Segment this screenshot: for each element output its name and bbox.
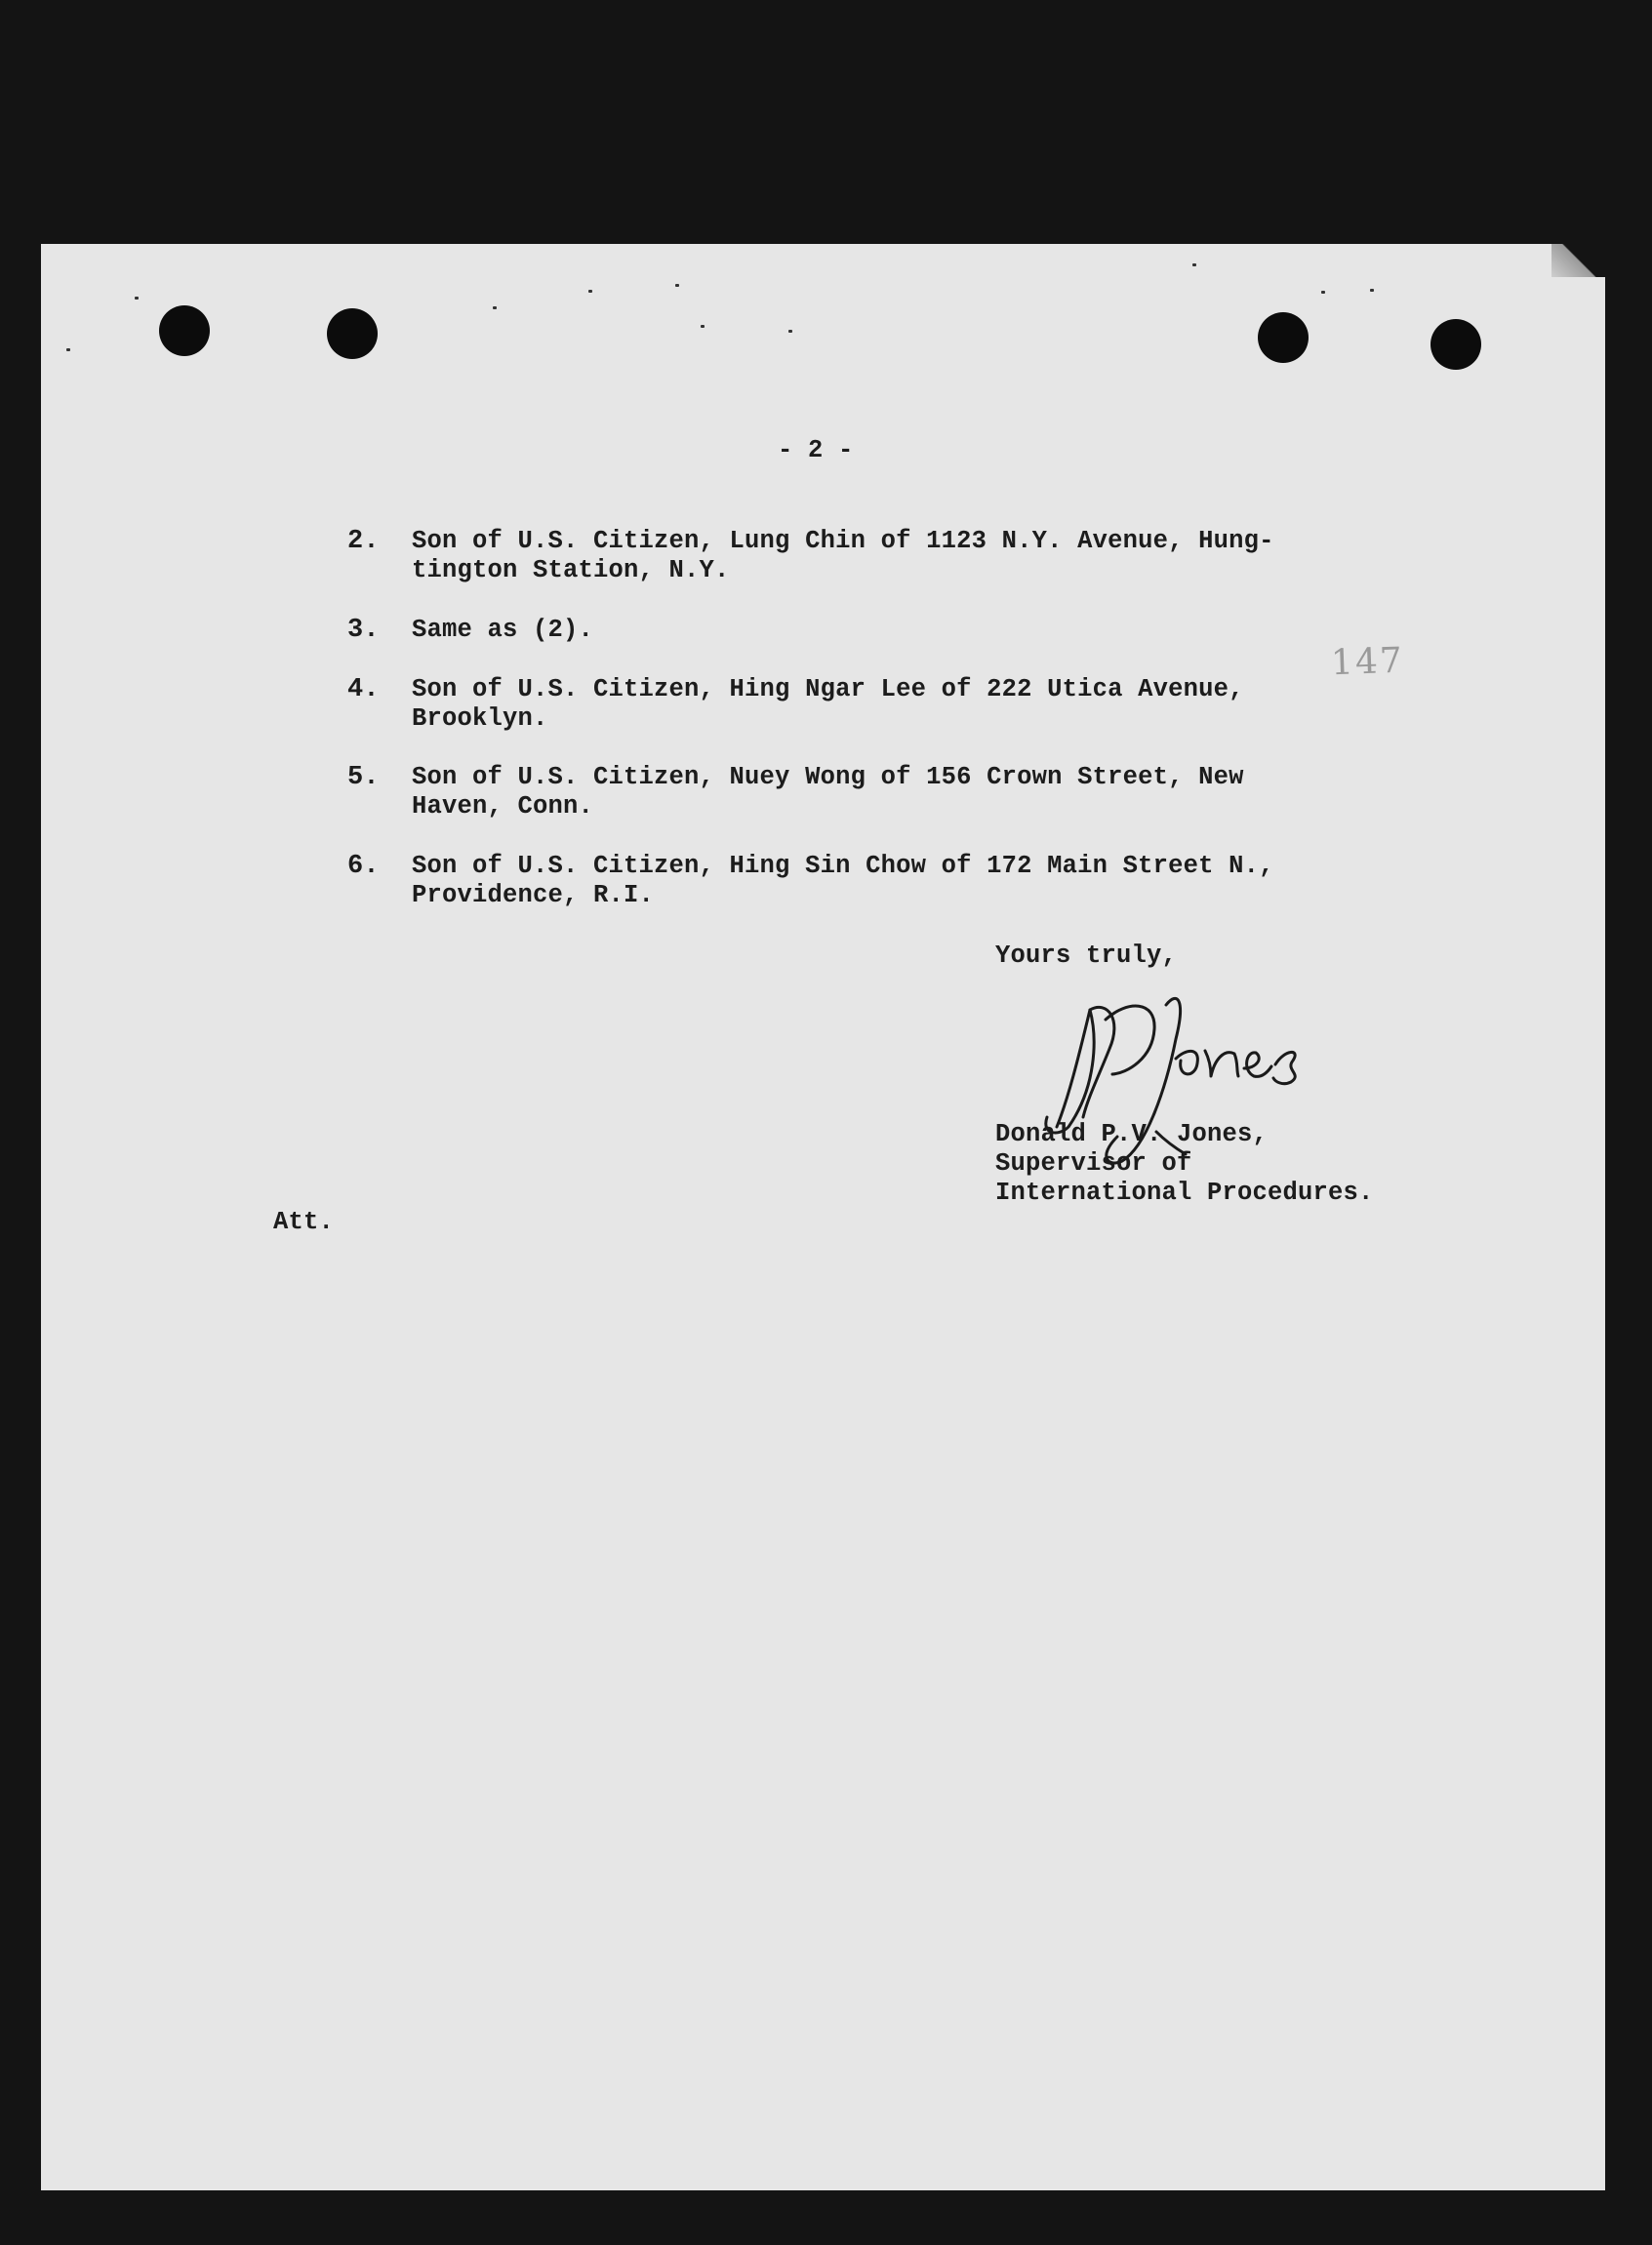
item-number: 4. bbox=[347, 675, 380, 704]
paper-speck bbox=[1192, 263, 1196, 266]
paper-speck bbox=[1370, 289, 1374, 292]
list-item bbox=[412, 527, 1310, 585]
folded-corner bbox=[1551, 244, 1605, 277]
paper-speck bbox=[66, 348, 70, 351]
paper-speck bbox=[1321, 291, 1325, 294]
list-item bbox=[412, 616, 1310, 645]
item-text-line: Haven, Conn. bbox=[412, 792, 594, 821]
binder-hole-left-1 bbox=[159, 305, 210, 356]
binder-hole-left-2 bbox=[327, 308, 378, 359]
item-text-line: tington Station, N.Y. bbox=[412, 556, 730, 584]
attachment-note: Att. bbox=[273, 1208, 335, 1236]
signer-name: Donald P.V. Jones, bbox=[995, 1120, 1269, 1148]
item-number: 6. bbox=[347, 852, 380, 881]
item-text-line: Same as (2). bbox=[412, 616, 594, 644]
paper-speck bbox=[675, 284, 679, 287]
item-number: 5. bbox=[347, 763, 380, 792]
paper-speck bbox=[701, 325, 705, 328]
signer-title-line: Supervisor of bbox=[995, 1149, 1192, 1178]
item-text-line: Son of U.S. Citizen, Hing Ngar Lee of 222 Utica Avenue, bbox=[412, 675, 1244, 703]
item-text-line: Providence, R.I. bbox=[412, 881, 655, 909]
binder-hole-right-2 bbox=[1430, 319, 1481, 370]
item-text-line: Son of U.S. Citizen, Nuey Wong of 156 Crown Street, New bbox=[412, 763, 1244, 791]
list-item bbox=[412, 675, 1310, 734]
stamp-page-number: 147 bbox=[1330, 640, 1405, 684]
paper-speck bbox=[493, 306, 497, 309]
page-number: - 2 - bbox=[778, 436, 854, 464]
list-item bbox=[412, 763, 1310, 822]
signer-title-line: International Procedures. bbox=[995, 1179, 1374, 1207]
paper-speck bbox=[788, 330, 792, 333]
item-text-line: Brooklyn. bbox=[412, 704, 548, 733]
item-text-line: Son of U.S. Citizen, Hing Sin Chow of 172 Main Street N., bbox=[412, 852, 1274, 880]
paper-speck bbox=[588, 290, 592, 293]
item-number: 2. bbox=[347, 527, 380, 556]
closing: Yours truly, bbox=[995, 942, 1178, 970]
item-text-line: Son of U.S. Citizen, Lung Chin of 1123 N.Y. Avenue, Hung- bbox=[412, 527, 1274, 555]
item-number: 3. bbox=[347, 616, 380, 645]
list-item bbox=[412, 852, 1310, 910]
binder-hole-right-1 bbox=[1258, 312, 1309, 363]
paper-speck bbox=[135, 297, 139, 300]
